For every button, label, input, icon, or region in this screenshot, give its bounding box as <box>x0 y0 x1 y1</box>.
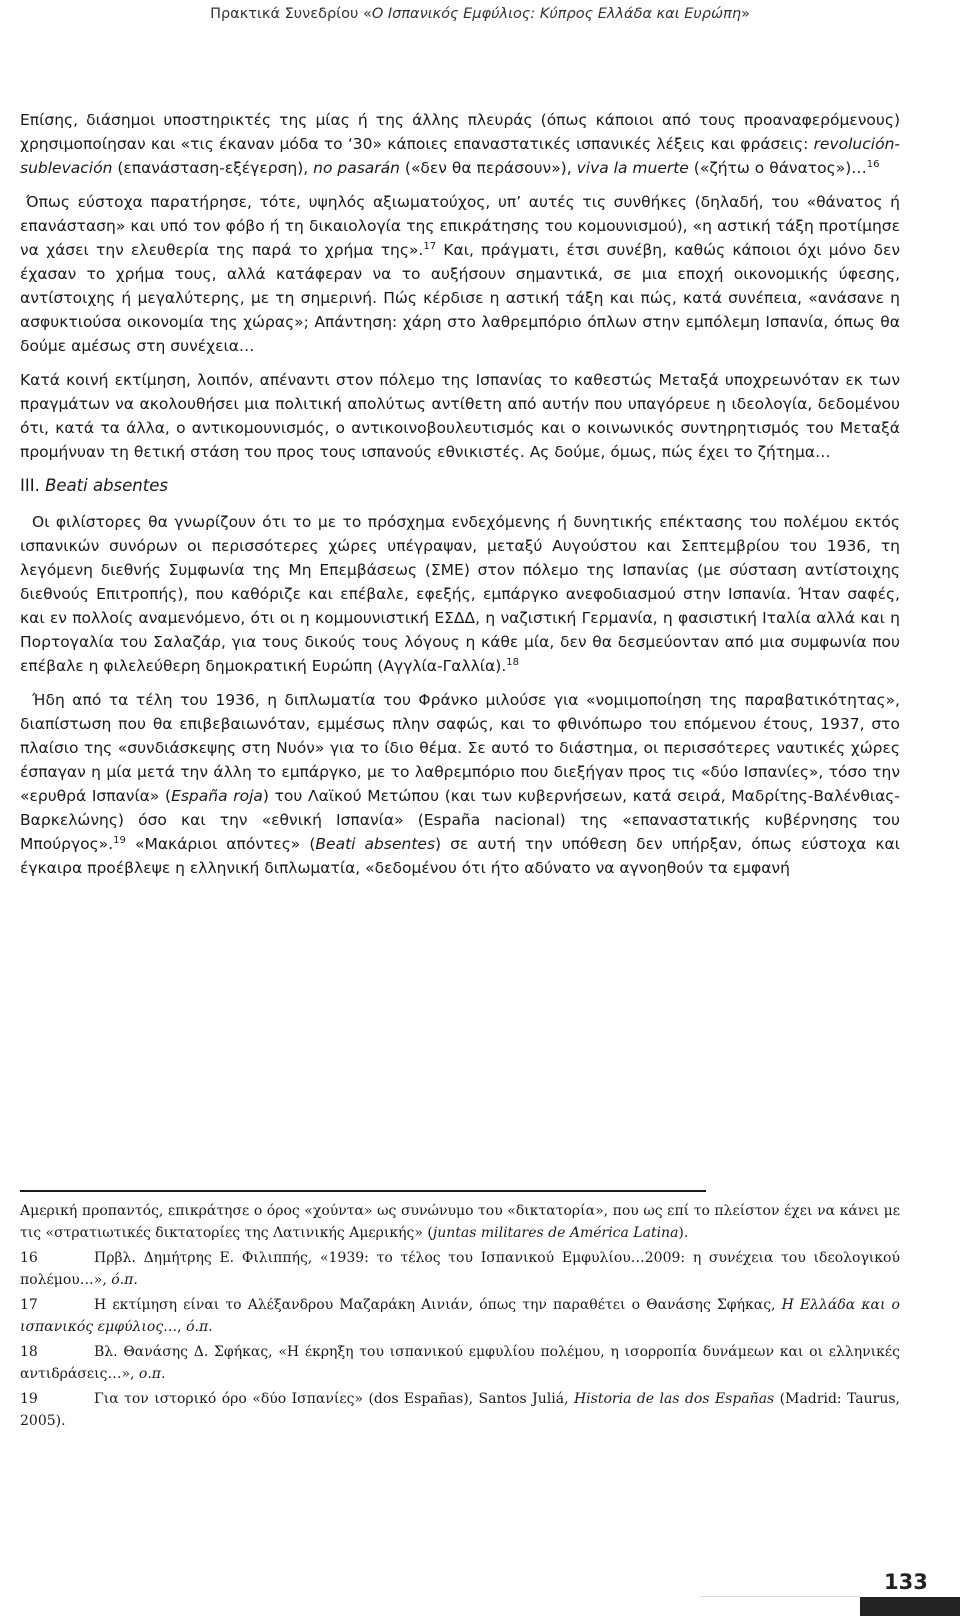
p1-text: («δεν θα περάσουν»), <box>399 159 577 177</box>
p1-text: (επανάσταση-εξέγερση), <box>112 159 314 177</box>
footnote-text: ). <box>678 1225 689 1241</box>
footnote-number: 16 <box>20 1250 38 1266</box>
header-suffix: » <box>741 6 750 22</box>
section-heading <box>20 474 900 498</box>
p4-text: Οι φιλίστορες θα γνωρίζουν ότι το με το πρόσχημα ενδεχόμενης ή δυνητικής επέκτασης του πολέμου εκτός ισπανικών συνόρων οι περισσότερες χώρες υπέγραψαν, μεταξύ Αυγούστου και Σεπτεμβρίου του 1936, τη λεγόμενη διεθνής Συμφωνία της Μη Επεμβάσεως (ΣΜΕ) στον πόλεμο της Ισπανίας (με σύσταση αντίστοιχης διεθνούς Επιτροπής), που καθόριζε και επέβαλε, εφεξής, εμπάργκο ανεφοδιασμού στην Ισπανία. Ήταν σαφές, και εν πολλοίς αναμενόμενο, ότι οι η κομμουνιστική ΕΣΔΔ, η ναζιστική Γερμανία, η φασιστική Ιταλία αλλά και η Πορτογαλία του Σαλαζάρ, για τους δικούς τους λόγους η κάθε μία, δεν θα δεσμεύονταν από μια συμφωνία που επέβαλε η φιλελεύθερη δημοκρατική Ευρώπη (Αγγλία-Γαλλία). <box>20 513 900 675</box>
footnote-text: (Madrid: Taurus, 2005). <box>20 1391 901 1429</box>
p5-text: «Μακάριοι απόντες» ( <box>125 835 316 853</box>
footnotes <box>20 1200 900 1435</box>
footnote-italic: ό.π. <box>186 1319 213 1335</box>
footnote-number: 18 <box>20 1344 38 1360</box>
footnote-text: Η εκτίμηση είναι το Αλέξανδρου Μαζαράκη Αινιάν, όπως την παραθέτει ο Θανάσης Σφήκας, <box>94 1297 782 1313</box>
main-text <box>20 108 900 890</box>
footnote-number: 17 <box>20 1297 38 1313</box>
paragraph-3: Κατά κοινή εκτίμηση, λοιπόν, απέναντι στον πόλεμο της Ισπανίας το καθεστώς Μεταξά υποχρεωνόταν εκ των πραγμάτων να ακολουθήσει μια πολιτική απολύτως αντίθετη από αυτήν που υπαγόρευε η ιδεολογία, δεδομένου ότι, κατά τα άλλα, ο αντικομουνισμός, ο αντικοινοβουλευτισμός και ο κοινωνικός συντηρητισμός του Μεταξά προμήνυαν τη θετική στάση του προς τους ισπανούς εθνικιστές. Ας δούμε, όμως, πώς έχει το ζήτημα… <box>20 371 900 461</box>
footnote-ref-17[interactable]: 17 <box>423 240 437 252</box>
footnote-text: Αμερική προπαντός, επικράτησε ο όρος «χούντα» ως συνώνυμο του «δικτατορία», που ως επί το πλείστον έχει να κάνει με τις «στρατιωτικές δικτατορίες της Λατινικής Αμερικής» ( <box>20 1203 900 1241</box>
footnote-italic: ο.π. <box>138 1366 166 1382</box>
page-footer-bar <box>860 1597 960 1616</box>
running-header <box>0 6 960 22</box>
footnote-18 <box>20 1341 900 1385</box>
p5-beati-absentes: Beati absentes <box>315 835 436 853</box>
footnote-italic: Η Ελλάδα και ο ισπανικός εμφύλιος <box>20 1297 900 1335</box>
p1-text: Επίσης, διάσημοι υποστηρικτές της μίας ή της άλλης πλευράς (όπως κάποιοι από τους προαναφερόμενους) χρησιμοποίησαν και «τις έκαναν μόδα το ‘30» κάποιες επαναστατικές ισπανικές λέξεις και φράσεις: <box>20 111 900 153</box>
p1-phrase-revolucion: revolución-sublevación <box>20 135 900 177</box>
footnote-number: 19 <box>20 1391 38 1407</box>
header-prefix: Πρακτικά Συνεδρίου « <box>210 6 372 22</box>
footnote-continuation <box>20 1200 900 1244</box>
footnote-text: Πρβλ. Δημήτρης Ε. Φιλιππής, «1939: το τέλος του Ισπανικού Εμφυλίου…2009: η συνέχεια του ιδεολογικού πολέμου…», <box>20 1250 900 1288</box>
footnote-separator <box>20 1190 706 1192</box>
page-number: 133 <box>884 1570 928 1594</box>
p2-text: Όπως εύστοχα παρατήρησε, τότε, υψηλός αξιωματούχος, υπ’ αυτές τις συνθήκες (δηλαδή, του «θάνατος ή επανάσταση» και υπό τον φόβο ή τη δικαιολογία της επικράτησης του κομουνισμού), «η αστική τάξη προτίμησε να χάσει την ελευθερία της παρά το χρήμα της». <box>20 193 900 259</box>
header-title: Ο Ισπανικός Εμφύλιος: Κύπρος Ελλάδα και Ευρώπη <box>371 6 742 22</box>
p1-phrase-viva-la-muerte: viva la muerte <box>576 159 689 177</box>
footnote-16 <box>20 1247 900 1291</box>
footnote-ref-16[interactable]: 16 <box>866 158 880 170</box>
paragraph-2 <box>20 190 900 358</box>
footnote-italic: Historia de las dos Españas <box>573 1391 775 1407</box>
footnote-17 <box>20 1294 900 1338</box>
footnote-ref-19[interactable]: 19 <box>113 834 126 846</box>
p5-text: ) σε αυτή την υπόθεση δεν υπήρξαν, όπως εύστοχα και έγκαιρα προέβλεψε η ελληνική διπλωματία, «δεδομένου ότι ήτο αδύνατο να αγνοηθούν τα εμφανή <box>20 835 900 877</box>
footnote-text: Για τον ιστορικό όρο «δύο Ισπανίες» (dos Españas), Santos Juliá, <box>94 1391 574 1407</box>
paragraph-5 <box>20 688 900 880</box>
section-number: III. <box>20 476 46 495</box>
paragraph-1 <box>20 108 900 180</box>
section-title: Beati absentes <box>45 476 168 495</box>
p5-text: ) του Λαϊκού Μετώπου (και των κυβερνήσεων, κατά σειρά, Μαδρίτης-Βαλένθιας-Βαρκελώνης) όσο και την «εθνική Ισπανία» (España nacional) της «επαναστατικής κυβέρνησης του Μπούργος». <box>20 787 900 853</box>
p1-text: («ζήτω ο θάνατος»)… <box>688 159 867 177</box>
paragraph-4 <box>20 510 900 678</box>
footnote-ref-18[interactable]: 18 <box>506 656 519 668</box>
footnote-italic: ό.π. <box>111 1272 138 1288</box>
p5-espana-roja: España roja <box>171 787 263 805</box>
p5-text: Ήδη από τα τέλη του 1936, η διπλωματία του Φράνκο μιλούσε για «νομιμοποίηση της παραβατικότητας», διαπίστωση που θα επιβεβαιωνόταν, εμμέσως πλην σαφώς, και το φθινόπωρο του επόμενου έτους, 1937, στο πλαίσιο της «συνδιάσκεψης στη Νυόν» για το ίδιο θέμα. Σε αυτό το διάστημα, οι περισσότερες ναυτικές χώρες έσπαγαν η μία μετά την άλλη το εμπάργκο, με το λαθρεμπόριο που διεξήγαν προς τις «δύο Ισπανίες», τόσο την «ερυθρά Ισπανία» ( <box>20 691 900 805</box>
p2-text: Και, πράγματι, έτσι συνέβη, καθώς κάποιοι όχι μόνο δεν έχασαν το χρήμα τους, αλλά κατάφεραν να το αυξήσουν σημαντικά, σε μια εποχή οικονομικής ύφεσης, αντίστοιχης ή μεγαλύτερης, με τη σημερινή. Πώς κέρδισε η αστική τάξη και πώς, κατά συνέπεια, «ανάσανε η ασφυκτιούσα οικονομία της χώρας»; Απάντηση: χάρη στο λαθρεμπόριο όπλων στην εμπόλεμη Ισπανία, όπως θα δούμε αμέσως στη συνέχεια… <box>20 241 900 355</box>
page-footer-line <box>700 1596 860 1597</box>
p1-phrase-no-pasaran: no pasarán <box>313 159 400 177</box>
footnote-italic: juntas militares de América Latina <box>432 1225 679 1241</box>
footnote-text: Βλ. Θανάσης Δ. Σφήκας, «Η έκρηξη του ισπανικού εμφυλίου πολέμου, η ισορροπία δυνάμεων και οι ελληνικές αντιδράσεις…», <box>20 1344 900 1382</box>
footnote-text: …, <box>163 1319 187 1335</box>
footnote-19 <box>20 1388 900 1432</box>
